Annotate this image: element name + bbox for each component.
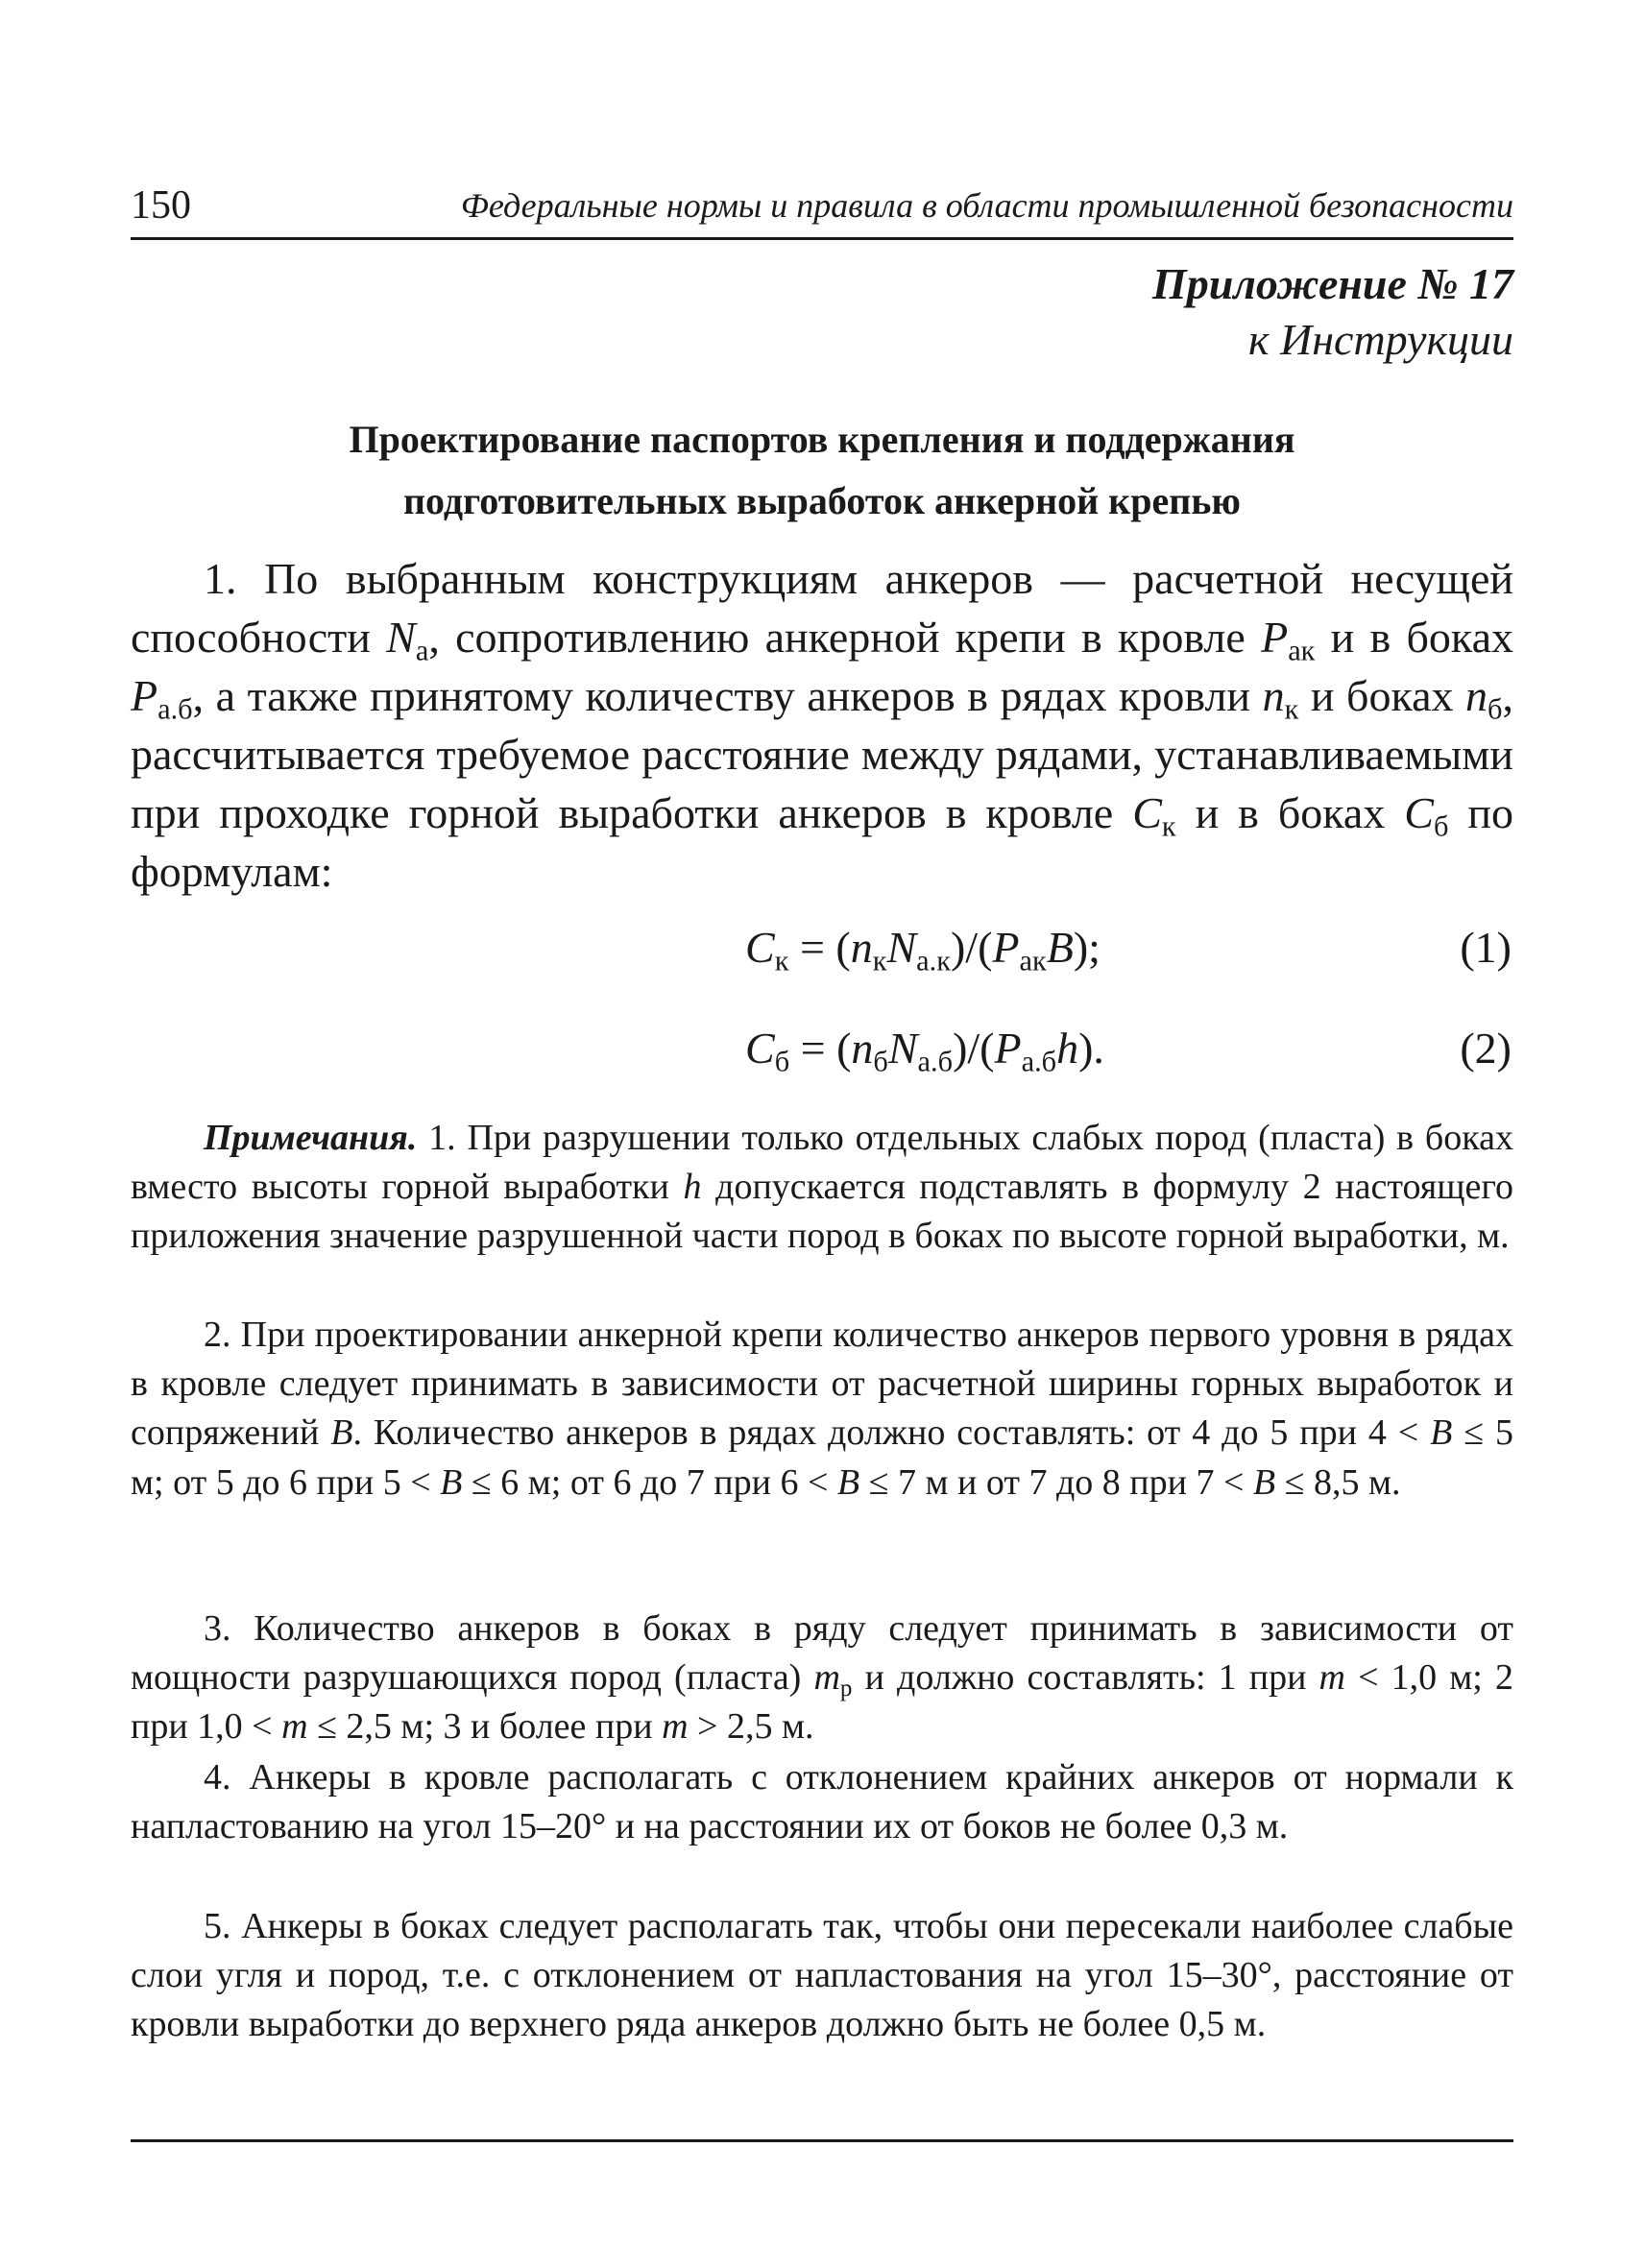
subscript: б xyxy=(873,1045,888,1078)
text-run: = ( xyxy=(788,923,851,972)
text-run: 2. При проектировании анкерной крепи количество анкеров первого уровня в рядах в кровле следует принимать в зависимости от расчетной ширины горных выработок и сопряжений xyxy=(131,1315,1513,1454)
subscript: ак xyxy=(1288,634,1316,667)
appendix-number: Приложение № 17 xyxy=(1151,259,1513,308)
notes-label: Примечания. xyxy=(204,1118,418,1158)
text-run: )/( xyxy=(953,1024,995,1073)
note-3 xyxy=(131,1604,1513,1752)
bottom-rule xyxy=(131,2139,1513,2142)
page-number: 150 xyxy=(131,183,191,228)
formula-1-number: (1) xyxy=(1460,923,1512,972)
appendix-reference: к Инструкции xyxy=(1247,315,1513,364)
subscript: а.б xyxy=(917,1045,954,1078)
subscript: б xyxy=(1488,692,1503,726)
variable-symbol: B xyxy=(1252,1461,1276,1503)
main-paragraph xyxy=(131,549,1513,901)
subscript: к xyxy=(1161,809,1176,843)
text-run: и в боках xyxy=(1175,788,1405,837)
note-4 xyxy=(131,1753,1513,1851)
variable-symbol: C xyxy=(1404,788,1434,837)
variable-symbol: N xyxy=(386,613,416,662)
variable-symbol: B xyxy=(1430,1412,1453,1454)
variable-symbol: m xyxy=(813,1657,840,1699)
variable-symbol: n xyxy=(851,1024,874,1073)
text-run: и должно составлять: 1 при xyxy=(852,1657,1319,1699)
text-run: , а также принятому количеству анкеров в рядах кровли xyxy=(192,671,1263,720)
text-run: ≤ 7 м и от 7 до 8 при 7 < xyxy=(859,1461,1253,1503)
subscript: к xyxy=(872,944,887,977)
subscript: а xyxy=(415,634,429,667)
variable-symbol: n xyxy=(850,923,873,972)
text-run: ≤ 5 м; от 5 до 6 при 5 < xyxy=(131,1412,1514,1503)
text-run: 1. По выбранным конструкциям анкеров — расчетной несущей способности xyxy=(131,554,1513,662)
subscript: к xyxy=(774,944,789,977)
formula-1-expression xyxy=(745,917,1101,978)
text-run: и боках xyxy=(1298,671,1466,720)
text-run: , рассчитывается требуемое расстояние между рядами, устанавливаемыми при проходке горной выработки анкеров в кровле xyxy=(131,671,1513,837)
variable-symbol: N xyxy=(886,923,917,972)
document-title-line-2: подготовительных выработок анкерной крепью xyxy=(402,479,1241,522)
formula-2 xyxy=(131,1018,1513,1079)
formula-2-number: (2) xyxy=(1460,1024,1512,1073)
note-5 xyxy=(131,1902,1513,2050)
variable-symbol: B xyxy=(330,1412,353,1454)
variable-symbol: n xyxy=(1262,671,1285,720)
text-run: и в боках xyxy=(1315,613,1514,662)
text-run: 3. Количество анкеров в боках в ряду следует принимать в зависимости от мощности разрушающихся пород (пласта) xyxy=(131,1608,1513,1699)
note-1 xyxy=(131,1114,1513,1262)
variable-symbol: n xyxy=(1465,671,1488,720)
text-run: ). xyxy=(1078,1024,1104,1073)
variable-symbol: B xyxy=(836,1461,860,1503)
text-run: ≤ 6 м; от 6 до 7 при 6 < xyxy=(462,1461,837,1503)
variable-symbol: C xyxy=(1132,788,1162,837)
text-run: , сопротивлению анкерной крепи в кровле xyxy=(428,613,1262,662)
variable-symbol: m xyxy=(281,1706,308,1748)
header-rule xyxy=(131,237,1513,240)
subscript: а.к xyxy=(916,944,951,977)
text-run: = ( xyxy=(789,1024,852,1073)
text-run: по формулам: xyxy=(131,788,1513,896)
variable-symbol: N xyxy=(887,1024,918,1073)
text-run: 1. При разрушении только отдельных слабых пород (пласта) в боках вместо высоты горной выработки xyxy=(131,1118,1513,1208)
subscript: к xyxy=(1284,692,1299,726)
variable-symbol: P xyxy=(131,671,158,720)
variable-symbol: m xyxy=(1318,1657,1345,1699)
text-run: ); xyxy=(1073,923,1101,972)
subscript: б xyxy=(1433,809,1449,843)
page-header xyxy=(131,177,1513,234)
variable-symbol: P xyxy=(994,1024,1022,1073)
text-run: < 1,0 м; 2 при 1,0 < xyxy=(131,1657,1513,1748)
subscript: б xyxy=(774,1045,790,1078)
text-run: допускается подставлять в формулу 2 настоящего приложения значение разрушенной части пород в боках по высоте горной выработки, м. xyxy=(131,1167,1513,1257)
note-2 xyxy=(131,1311,1513,1508)
text-run: > 2,5 м. xyxy=(688,1706,814,1748)
text-run: )/( xyxy=(950,923,993,972)
formula-2-expression xyxy=(745,1018,1104,1079)
text-run: 4. Анкеры в кровле располагать с отклонением крайних анкеров от нормали к напластованию на угол 15–20° и на расстоянии их от боков не более 0,3 м. xyxy=(131,1757,1513,1847)
variable-symbol: B xyxy=(440,1461,463,1503)
variable-symbol: C xyxy=(745,1024,775,1073)
variable-symbol: h xyxy=(683,1167,702,1208)
document-title-line-1: Проектирование паспортов крепления и поддержания xyxy=(349,418,1295,461)
subscript: ак xyxy=(1019,944,1047,977)
subscript: а.б xyxy=(157,692,193,726)
variable-symbol: C xyxy=(745,923,775,972)
subscript: а.б xyxy=(1021,1045,1057,1078)
variable-symbol: h xyxy=(1056,1024,1079,1073)
variable-symbol: P xyxy=(992,923,1020,972)
running-title: Федеральные нормы и правила в области промышленной безопасности xyxy=(460,186,1513,225)
text-run: 5. Анкеры в боках следует располагать так, чтобы они пересекали наиболее слабые слои угля и пород, т.е. с отклонением от напластования на угол 15–30°, расстояние от кровли выработки до верхнего ряда анкеров должно быть не более 0,5 м. xyxy=(131,1906,1513,2045)
variable-symbol: m xyxy=(662,1706,689,1748)
text-run: ≤ 8,5 м. xyxy=(1275,1461,1401,1503)
formula-1 xyxy=(131,917,1513,978)
variable-symbol: B xyxy=(1046,923,1074,972)
text-run: ≤ 2,5 м; 3 и более при xyxy=(307,1706,663,1748)
subscript: р xyxy=(839,1676,853,1702)
variable-symbol: P xyxy=(1261,613,1289,662)
text-run: . Количество анкеров в рядах должно составлять: от 4 до 5 при 4 < xyxy=(352,1412,1431,1454)
